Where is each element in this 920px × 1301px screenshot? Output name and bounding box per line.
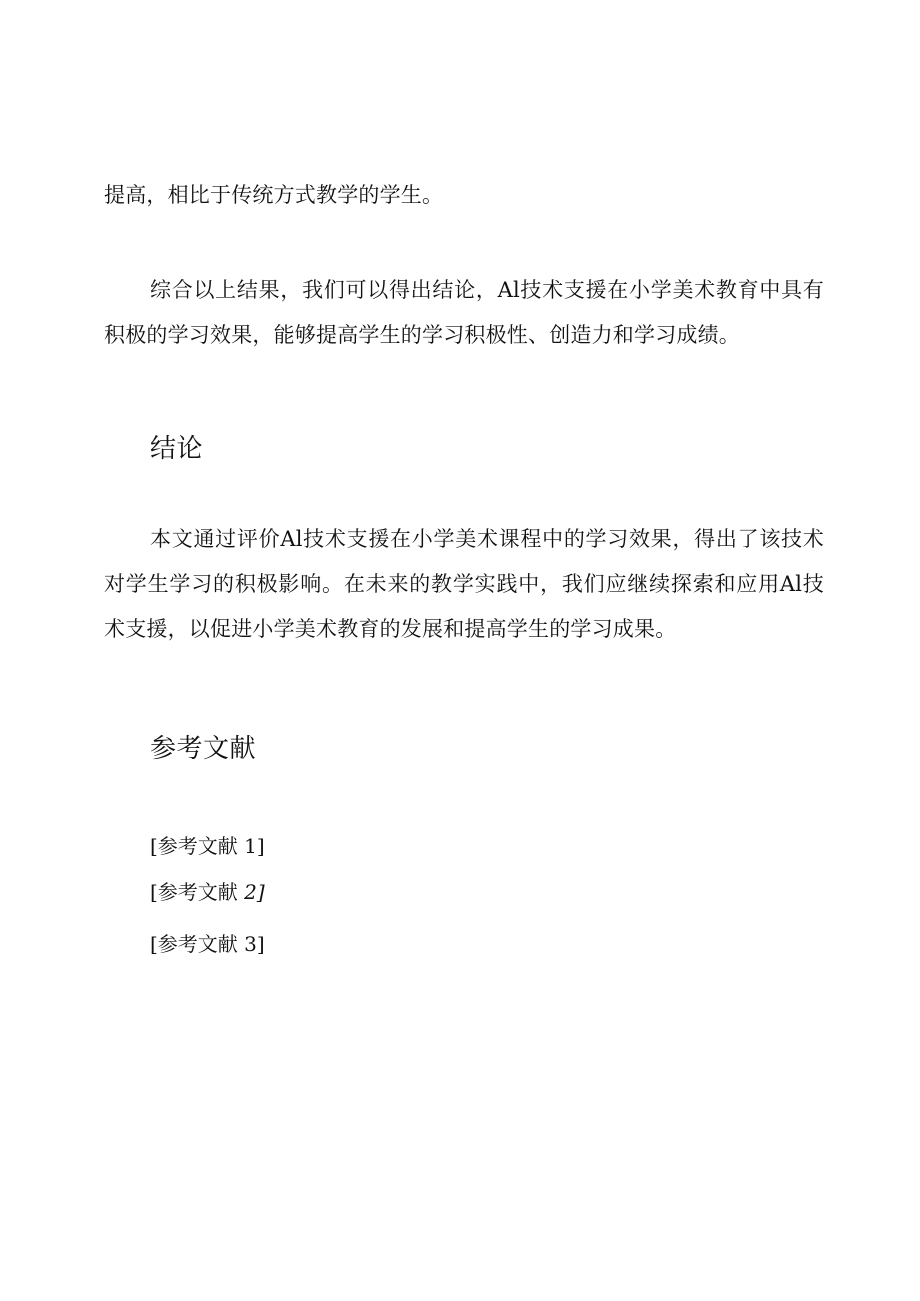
conclusion-heading: 结论 [150, 434, 204, 464]
references-heading: 参考文献 [150, 734, 257, 764]
reference-item-2 [150, 878, 265, 906]
reference-item-1-prefix: [参考文献 [150, 834, 245, 858]
reference-item-1 [150, 832, 265, 860]
reference-item-1-number: 1] [244, 834, 265, 858]
reference-item-2-number: 2] [244, 880, 265, 904]
reference-item-2-prefix: [参考文献 [150, 880, 245, 904]
reference-item-3-prefix: [参考文献 [150, 932, 245, 956]
reference-item-3 [150, 930, 265, 958]
paragraph-continuation [104, 173, 824, 218]
paragraph-summary-text: 综合以上结果，我们可以得出结论，Al技术支援在小学美术教育中具有积极的学习效果，能够提高学生的学习积极性、创造力和学习成绩。 [104, 278, 824, 347]
reference-item-3-number: 3] [244, 932, 265, 956]
conclusion-paragraph [104, 517, 824, 652]
conclusion-paragraph-text: 本文通过评价Al技术支援在小学美术课程中的学习效果，得出了该技术对学生学习的积极影响。在未来的教学实践中，我们应继续探索和应用Al技术支援，以促进小学美术教育的发展和提高学生的学习成果。 [104, 527, 824, 641]
paragraph-continuation-text: 提高，相比于传统方式教学的学生。 [104, 183, 444, 207]
paragraph-summary [104, 268, 824, 358]
